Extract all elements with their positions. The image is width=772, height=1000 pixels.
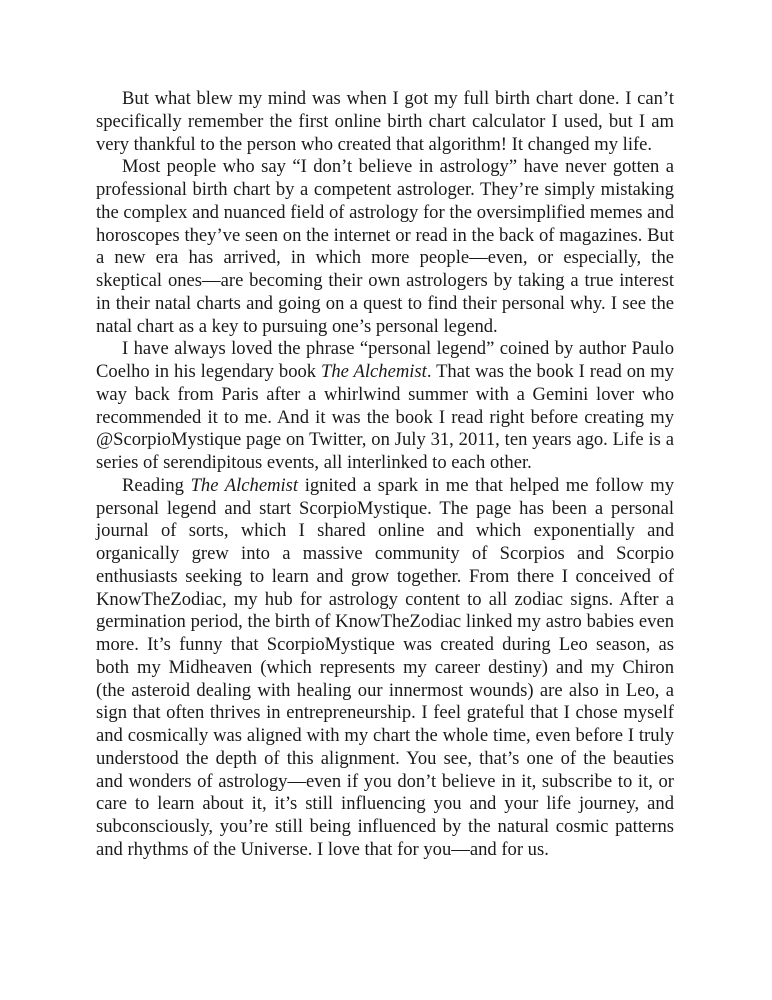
paragraph-text: I have always loved the phrase “personal legend” coined by author Paulo Coelho in his legendary book xyxy=(96,338,674,382)
book-title: The Alchemist xyxy=(321,361,427,382)
paragraph-4 xyxy=(96,475,674,862)
paragraph-1 xyxy=(96,88,674,156)
paragraph-text: ignited a spark in me that helped me follow my personal legend and start ScorpioMystique. The page has been a personal journal of sorts, which I shared online and which exponentially and organically grew into a massive community of Scorpios and Scorpio enthusiasts seeking to learn and grow together. From there I conceived of KnowTheZodiac, my hub for astrology content to all zodiac signs. After a germination period, the birth of KnowTheZodiac linked my astro babies even more. It’s funny that ScorpioMystique was created during Leo season, as both my Midheaven (which represents my career destiny) and my Chiron (the asteroid dealing with healing our innermost wounds) are also in Leo, a sign that often thrives in entrepreneurship. I feel grateful that I chose myself and cosmically was aligned with my chart the whole time, even before I truly understood the depth of this alignment. You see, that’s one of the beauties and wonders of astrology—even if you don’t believe in it, subscribe to it, or care to learn about it, it’s still influencing you and your life journey, and subconsciously, you’re still being influenced by the natural cosmic patterns and rhythms of the Universe. I love that for you—and for us. xyxy=(96,474,674,860)
paragraph-2 xyxy=(96,156,674,338)
paragraph-text: Most people who say “I don’t believe in astrology” have never gotten a professional birth chart by a competent astrologer. They’re simply mistaking the complex and nuanced field of astrology for the oversimplified memes and horoscopes they’ve seen on the internet or read in the back of magazines. But a new era has arrived, in which more people—even, or especially, the skeptical ones—are becoming their own astrologers by taking a true interest in their natal charts and going on a quest to find their personal why. I see the natal chart as a key to pursuing one’s personal legend. xyxy=(96,156,674,337)
page-body xyxy=(96,88,674,862)
book-title: The Alchemist xyxy=(190,474,299,496)
paragraph-3 xyxy=(96,338,674,475)
paragraph-text: But what blew my mind was when I got my full birth chart done. I can’t specifically remember the first online birth chart calculator I used, but I am very thankful to the person who created that algorithm! It changed my life. xyxy=(96,88,674,155)
paragraph-text: Reading xyxy=(122,474,191,496)
paragraph-text: . That was the book I read on my way back from Paris after a whirlwind summer with a Gemini lover who recommended it to me. And it was the book I read right before creating my @ScorpioMystique page on Twitter, on July 31, 2011, ten years ago. Life is a series of serendipitous events, all interlinked to each other. xyxy=(96,361,675,473)
